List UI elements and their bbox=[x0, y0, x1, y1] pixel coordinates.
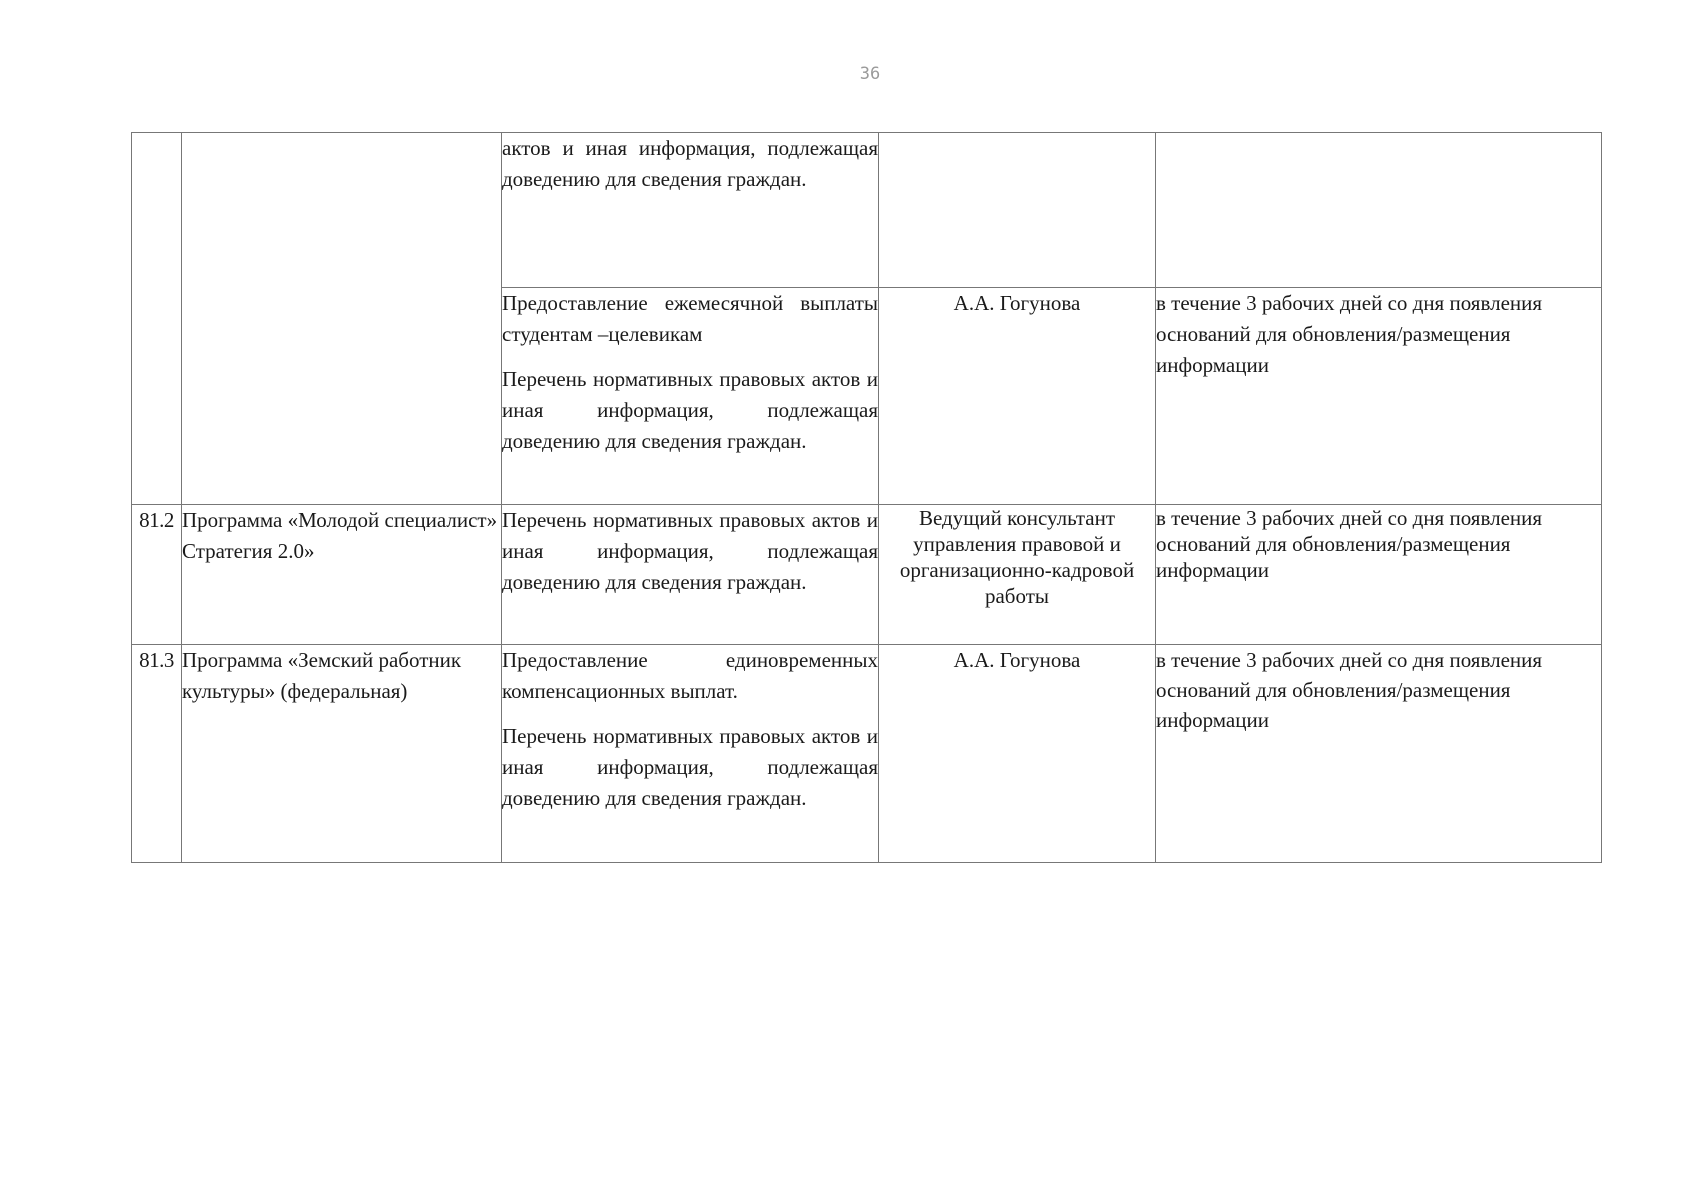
deadline-text: в течение 3 рабочих дней со дня появления оснований для обновления/размещения информации bbox=[1156, 291, 1543, 377]
deadline-text: в течение 3 рабочих дней со дня появления оснований для обновления/размещения информации bbox=[1156, 648, 1543, 732]
responsible-name: А.А. Гогунова bbox=[953, 648, 1081, 672]
responsible-cell bbox=[879, 133, 1156, 288]
info-paragraph: Перечень нормативных правовых актов и иная информация, подлежащая доведению для сведения граждан. bbox=[502, 508, 878, 594]
table-row bbox=[132, 645, 1602, 863]
row-number-cell bbox=[132, 505, 182, 645]
info-cell bbox=[502, 133, 879, 288]
table-row bbox=[132, 505, 1602, 645]
table-row bbox=[132, 133, 1602, 288]
responsible-name: А.А. Гогунова bbox=[953, 291, 1081, 315]
info-paragraph: Перечень нормативных правовых актов и иная информация, подлежащая доведению для сведения граждан. bbox=[502, 367, 878, 453]
info-cell bbox=[502, 505, 879, 645]
info-cell bbox=[502, 288, 879, 505]
program-name: Программа «Земский работник культуры» (федеральная) bbox=[182, 648, 462, 703]
info-paragraph: Перечень нормативных правовых актов и иная информация, подлежащая доведению для сведения граждан. bbox=[502, 724, 878, 810]
row-number-cell bbox=[132, 645, 182, 863]
row-number-cell bbox=[132, 133, 182, 505]
row-number: 81.3 bbox=[139, 648, 174, 672]
program-cell bbox=[182, 645, 502, 863]
row-number: 81.2 bbox=[139, 508, 174, 532]
program-cell bbox=[182, 505, 502, 645]
page-number: 36 bbox=[859, 64, 881, 84]
program-cell bbox=[182, 133, 502, 505]
responsible-cell bbox=[879, 505, 1156, 645]
deadline-cell bbox=[1156, 505, 1602, 645]
deadline-cell bbox=[1156, 288, 1602, 505]
deadline-cell bbox=[1156, 133, 1602, 288]
info-paragraph: Предоставление ежемесячной выплаты студентам –целевикам bbox=[502, 291, 878, 346]
info-paragraph: Предоставление единовременных компенсационных выплат. bbox=[502, 648, 878, 703]
responsible-cell bbox=[879, 645, 1156, 863]
deadline-cell bbox=[1156, 645, 1602, 863]
info-cell bbox=[502, 645, 879, 863]
program-name: Программа «Молодой специалист» Стратегия 2.0» bbox=[182, 508, 498, 563]
document-table bbox=[131, 132, 1602, 863]
deadline-text: в течение 3 рабочих дней со дня появления оснований для обновления/размещения информации bbox=[1156, 506, 1543, 582]
responsible-name: Ведущий консультант управления правовой и организационно-кадровой работы bbox=[899, 506, 1135, 608]
responsible-cell bbox=[879, 288, 1156, 505]
info-paragraph: актов и иная информация, подлежащая доведению для сведения граждан. bbox=[502, 136, 878, 191]
